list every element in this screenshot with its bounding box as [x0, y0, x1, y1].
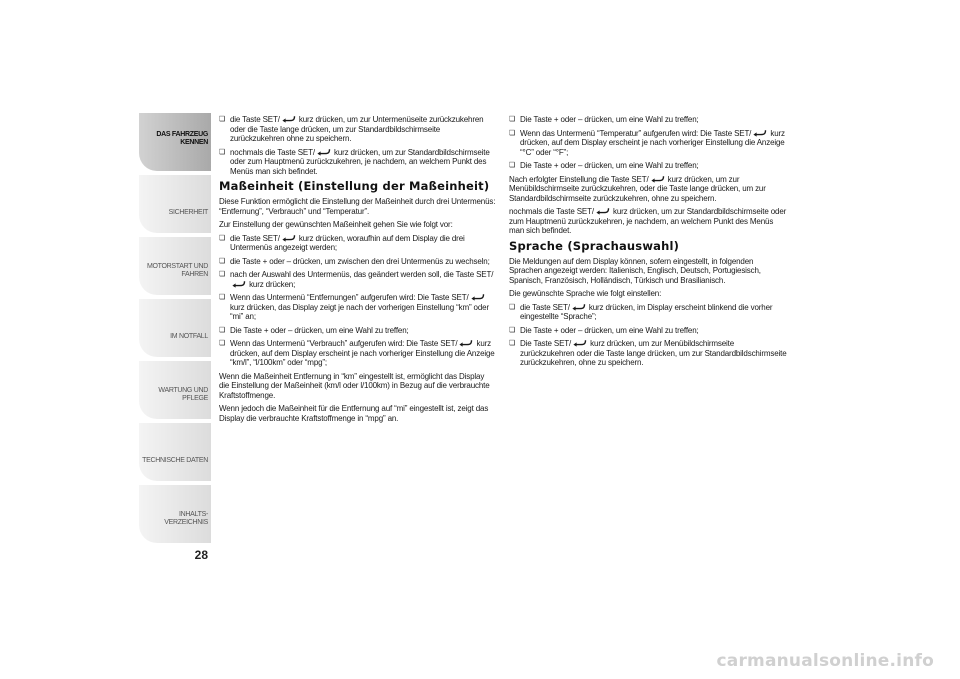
list-item: ❏ nochmals die Taste SET/ kurz drücken, um zur Standardbildschirmseite oder zum Hauptmenü zurückzukehren, je nachdem, an welchem Punkt des Menüs man sich befindet. — [219, 148, 496, 177]
text-column-left — [219, 115, 496, 427]
paragraph: Nach erfolgter Einstellung die Taste SET/ kurz drücken, um zur Menübildschirmseite zurückzukehren, oder die Taste lange drücken, um zur Standardbildschirmseite zurückzukehren, ohne zu speichern. — [509, 174, 766, 203]
return-arrow-icon — [572, 339, 587, 347]
return-arrow-icon — [281, 115, 296, 123]
paragraph: Die Meldungen auf dem Display können, sofern eingestellt, in folgenden Sprachen angezeigt werden: Italienisch, Englisch, Deutsch, Portugiesisch, Spanisch, Französisch, Holländisch, Türkisch und Brasilianisch. — [509, 256, 761, 285]
tab-label: IM NOTFALL — [170, 333, 208, 340]
list-item: ❏ die Taste + oder – drücken, um zwischen den drei Untermenüs zu wechseln; — [219, 257, 496, 267]
tab-label: TECHNISCHE DATEN — [142, 457, 208, 464]
watermark: carmanualsonline.info — [716, 651, 934, 671]
tab-im-notfall[interactable] — [139, 299, 211, 357]
tab-motorstart-und-fahren[interactable] — [139, 237, 211, 295]
return-arrow-icon — [752, 129, 767, 137]
paragraph: Zur Einstellung der gewünschten Maßeinheit gehen Sie wie folgt vor: — [219, 220, 453, 229]
tab-label: INHALTS-VERZEICHNIS — [164, 511, 208, 526]
list-item: ❏ Die Taste + oder – drücken, um eine Wahl zu treffen; — [509, 161, 787, 171]
list-item: ❏ Wenn das Untermenü “Verbrauch” aufgerufen wird: Die Taste SET/ kurz drücken, auf dem Display erscheint je nach vorheriger Einstellung die Anzeige “km/l”, “l/100km” oder “mpg”; — [219, 339, 496, 368]
tab-label: DAS FAHRZEUG KENNEN — [156, 131, 208, 146]
return-arrow-icon — [595, 207, 610, 215]
return-arrow-icon — [281, 234, 296, 242]
tab-label: MOTORSTART UND FAHREN — [146, 263, 208, 278]
return-arrow-icon — [458, 339, 473, 347]
paragraph: Wenn jedoch die Maßeinheit für die Entfernung auf “mi” eingestellt ist, zeigt das Display die verbrauchte Kraftstoffmenge in “mpg” an. — [219, 404, 489, 423]
tab-label: WARTUNG UND PFLEGE — [158, 387, 208, 402]
list-item: ❏ Die Taste + oder – drücken, um eine Wahl zu treffen; — [509, 326, 787, 336]
section-heading: Sprache (Sprachauswahl) — [509, 238, 680, 253]
chapter-tabs — [139, 113, 211, 547]
tab-wartung-und-pflege[interactable] — [139, 361, 211, 419]
list-item: ❏ die Taste SET/ kurz drücken, woraufhin auf dem Display die drei Untermenüs angezeigt werden; — [219, 234, 496, 253]
list-item: ❏ Wenn das Untermenü “Entfernungen” aufgerufen wird: Die Taste SET/ kurz drücken, das Display zeigt je nach der vorherigen Einstellung “km” oder “mi” an; — [219, 293, 496, 322]
tab-inhaltsverzeichnis[interactable] — [139, 485, 211, 543]
page-number: 28 — [194, 548, 208, 562]
return-arrow-icon — [650, 175, 665, 183]
tab-label: SICHERHEIT — [168, 209, 208, 216]
list-item: ❏ Die Taste SET/ kurz drücken, um zur Menübildschirmseite zurückzukehren oder die Taste lange drücken, um zur Standardbildschirmseite zurückzukehren, ohne zu speichern. — [509, 339, 787, 368]
section-heading: Maßeinheit (Einstellung der Maßeinheit) — [219, 179, 490, 193]
return-arrow-icon — [231, 280, 246, 288]
list-item: ❏ Die Taste + oder – drücken, um eine Wahl zu treffen; — [509, 115, 787, 125]
list-item: ❏ die Taste SET/ kurz drücken, um zur Untermenüseite zurückzukehren oder die Taste lange drücken, um zur Standardbildschirmseite zurückzukehren ohne zu speichern. — [219, 115, 496, 144]
list-item: ❏ nach der Auswahl des Untermenüs, das geändert werden soll, die Taste SET/ kurz drücken; — [219, 270, 496, 289]
paragraph: Diese Funktion ermöglicht die Einstellung der Maßeinheit durch drei Untermenüs: “Entfernung”, “Verbrauch” und “Temperatur”. — [219, 197, 496, 216]
return-arrow-icon — [316, 148, 331, 156]
paragraph: Wenn die Maßeinheit Entfernung in “km” eingestellt ist, ermöglicht das Display die Einstellung der Maßeinheit (km/l oder l/100km) in Bezug auf die verbrauchte Kraftstoffmenge. — [219, 371, 490, 400]
return-arrow-icon — [470, 293, 485, 301]
paragraph: nochmals die Taste SET/ kurz drücken, um zur Standardbildschirmseite oder zum Hauptmenü zurückzukehren, je nachdem, an welchem Punkt des Menüs man sich befindet. — [509, 207, 787, 235]
tab-das-fahrzeug-kennen[interactable] — [139, 113, 211, 171]
tab-technische-daten[interactable] — [139, 423, 211, 481]
paragraph: Die gewünschte Sprache wie folgt einstellen: — [509, 289, 662, 298]
tab-sicherheit[interactable] — [139, 175, 211, 233]
list-item: ❏ die Taste SET/ kurz drücken, im Display erscheint blinkend die vorher eingestellte “Sprache”; — [509, 303, 787, 322]
list-item: ❏ Die Taste + oder – drücken, um eine Wahl zu treffen; — [219, 326, 496, 336]
text-column-right — [509, 115, 787, 372]
return-arrow-icon — [571, 303, 586, 311]
list-item: ❏ Wenn das Untermenü “Temperatur” aufgerufen wird: Die Taste SET/ kurz drücken, auf dem Display erscheint je nach vorheriger Einstellung die Anzeige “°C” oder “°F”; — [509, 129, 787, 158]
